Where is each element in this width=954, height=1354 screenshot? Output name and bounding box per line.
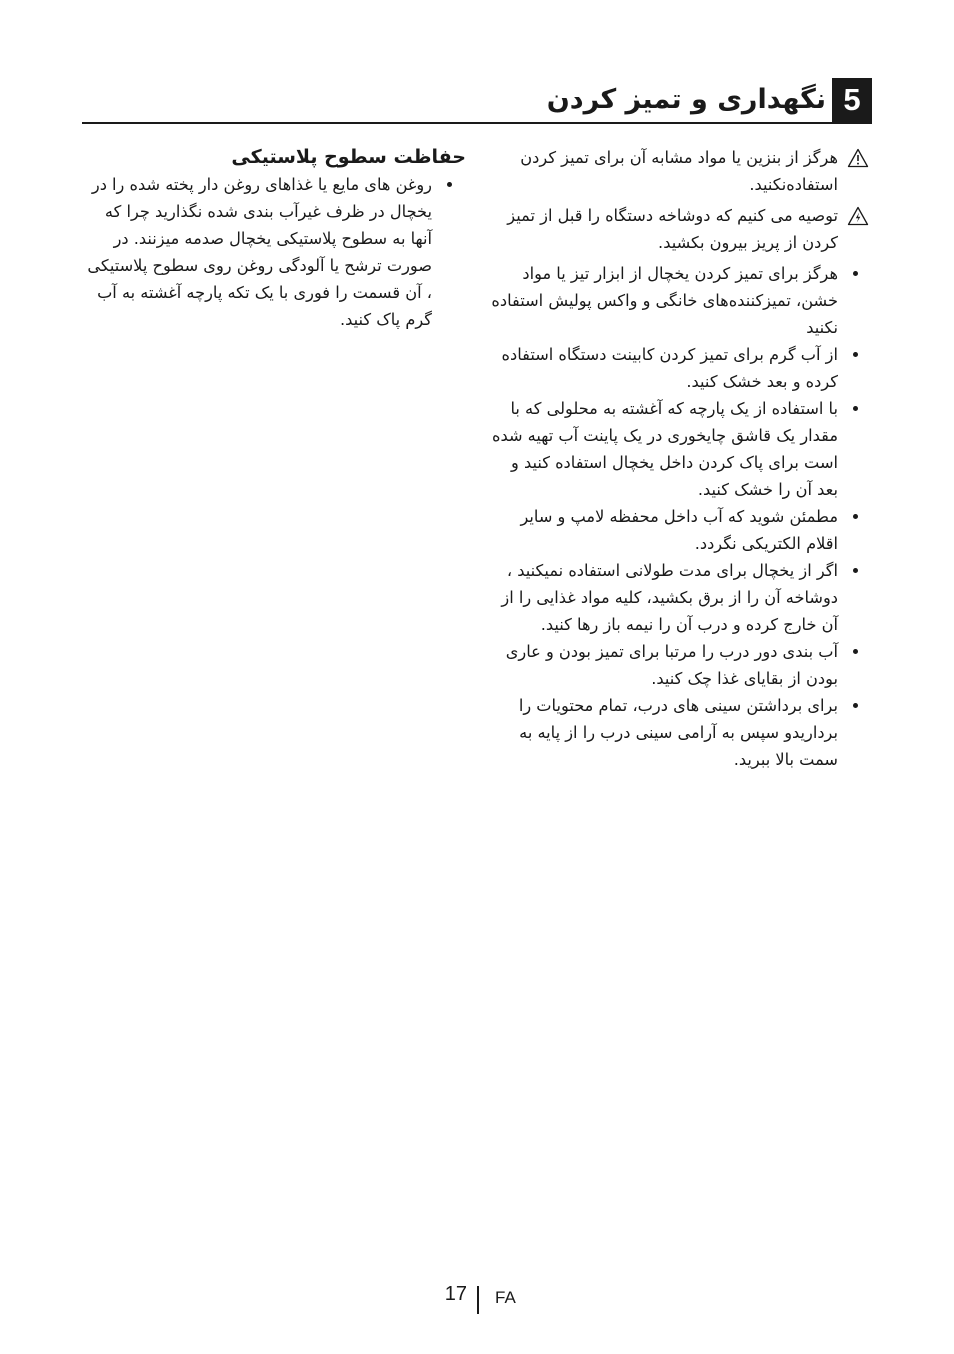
bullet-marker [838, 260, 872, 287]
warning-triangle-icon [844, 144, 872, 171]
chapter-number-badge: 5 [832, 78, 872, 122]
list-item-text: مطمئن شوید که آب داخل محفظه لامپ و سایر اقلام الکتریکی نگردد. [520, 507, 838, 553]
list-item [488, 395, 872, 503]
list-item-text: آب بندی دور درب را مرتبا برای تمیز بودن و عاری بودن از بقایای غذا چک کنید. [505, 642, 838, 688]
list-item-text: از آب گرم برای تمیز کردن کابینت دستگاه استفاده کرده و بعد خشک کنید. [501, 345, 838, 391]
bullet-marker [432, 171, 466, 198]
list-item [488, 341, 872, 395]
list-item [488, 260, 872, 341]
bullet-marker [838, 692, 872, 719]
footer-divider [477, 1286, 479, 1314]
warning-item [488, 144, 872, 198]
list-item-text: اگر از یخچال برای مدت طولانی استفاده نمیکنید ، دوشاخه آن را از برق بکشید، کلیه مواد غذایی را از آن خارج کرده و درب آن را نیمه باز رها کنید. [501, 561, 838, 634]
bullet-marker [838, 638, 872, 665]
list-item [82, 171, 466, 333]
bullet-marker [838, 557, 872, 584]
bullet-marker [838, 395, 872, 422]
list-item-text: با استفاده از یک پارچه که آغشته به محلولی که با مقدار یک قاشق چایخوری در یک پاینت آب تهیه شده است برای پاک کردن داخل یخچال استفاده کنید و بعد آن را خشک کنید. [492, 399, 838, 499]
warning-item [488, 202, 872, 256]
list-item [488, 503, 872, 557]
list-item [488, 557, 872, 638]
list-item [488, 692, 872, 773]
right-column [488, 144, 872, 773]
page-footer [0, 1282, 954, 1312]
language-code: FA [495, 1288, 516, 1307]
left-column [82, 144, 466, 333]
chapter-title: نگهداری و تمیز کردن [546, 84, 826, 115]
bullet-marker [838, 341, 872, 368]
header-divider [82, 122, 872, 124]
chapter-header [82, 76, 872, 124]
warning-text: توصیه می کنیم که دوشاخه دستگاه را قبل از تمیز کردن از پریز بیرون بکشید. [507, 206, 838, 252]
list-item [488, 638, 872, 692]
warning-lightning-icon [844, 202, 872, 229]
list-item-text: روغن های مایع یا غذاهای روغن دار پخته شده را در یخچال در ظرف غیرآب بندی شده نگذارید چرا که آنها به سطوح پلاستیکی یخچال صدمه میزنند. در صورت ترشح یا آلودگی روغن روی سطوح پلاستیکی ، آن قسمت را فوری با یک تکه پارچه آغشته به آب گرم پاک کنید. [87, 175, 432, 329]
bullet-marker [838, 503, 872, 530]
section-title: حفاظت سطوح پلاستیکی [231, 146, 466, 168]
list-item-text: هرگز برای تمیز کردن یخچال از ابزار تیز یا مواد خشن، تمیزکننده‌های خانگی و واکس پولیش استفاده نکنید [491, 264, 838, 337]
warning-text: هرگز از بنزین یا مواد مشابه آن برای تمیز کردن استفاده‌نکنید. [520, 148, 838, 194]
list-item-text: برای برداشتن سینی های درب، تمام محتویات را برداریدو سپس به آرامی سینی درب را از پایه به سمت بالا ببرید. [518, 696, 838, 769]
page-number: 17 [444, 1283, 467, 1305]
